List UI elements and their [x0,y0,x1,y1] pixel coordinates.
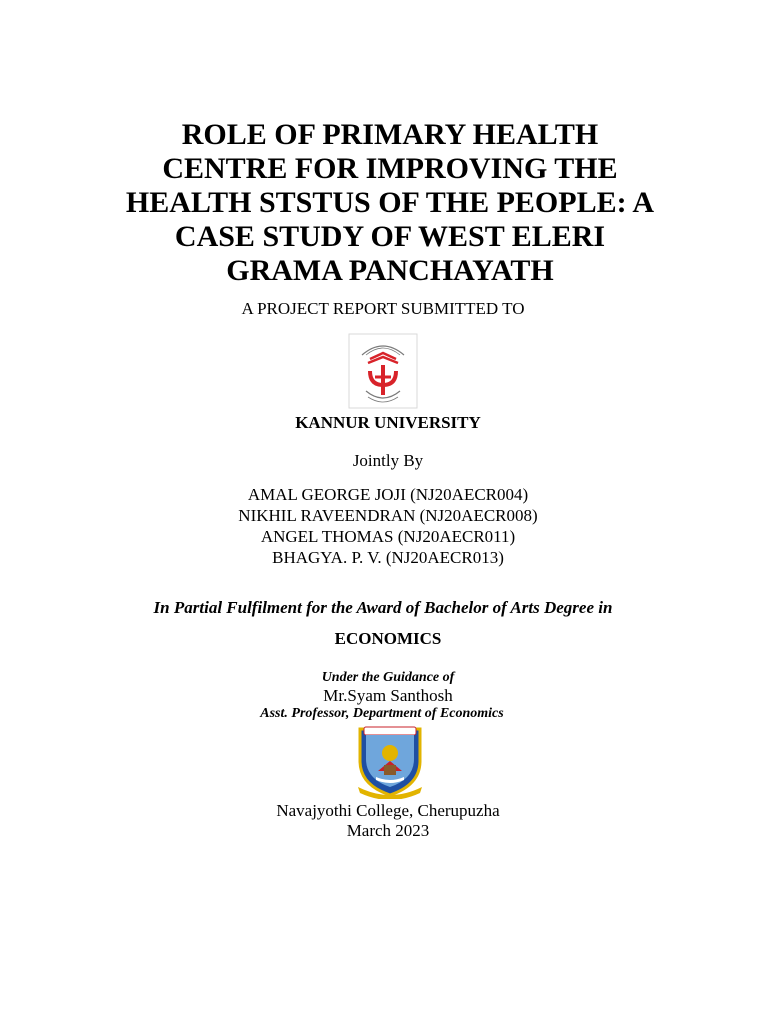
report-date: March 2023 [346,821,430,840]
university-name: KANNUR UNIVERSITY [295,413,481,432]
degree-subject: ECONOMICS [334,629,442,648]
kannur-university-logo [348,333,418,409]
author-item: AMAL GEORGE JOJI (NJ20AECR004) [247,485,529,504]
report-title [100,118,680,288]
title-line-1: ROLE OF PRIMARY HEALTH [181,118,599,151]
title-line-5: GRAMA PANCHAYATH [226,254,554,287]
author-item: BHAGYA. P. V. (NJ20AECR013) [272,548,504,567]
title-line-4: CASE STUDY OF WEST ELERI [174,220,606,253]
author-item: NIKHIL RAVEENDRAN (NJ20AECR008) [238,506,538,525]
guide-name: Mr.Syam Santhosh [323,686,453,705]
navajyothi-college-logo [350,723,430,799]
title-line-3: HEALTH STSTUS OF THE PEOPLE: A [125,186,655,219]
college-name: Navajyothi College, Cherupuzha [276,801,500,820]
author-list [0,484,768,568]
title-line-2: CENTRE FOR IMPROVING THE [162,152,618,185]
guide-designation: Asst. Professor, Department of Economics [260,706,504,721]
guidance-label: Under the Guidance of [321,670,455,685]
author-item: ANGEL THOMAS (NJ20AECR011) [260,527,516,546]
partial-fulfilment: In Partial Fulfilment for the Award of Bachelor of Arts Degree in [153,598,613,617]
jointly-by: Jointly By [352,451,424,470]
submitted-to: A PROJECT REPORT SUBMITTED TO [241,299,525,318]
